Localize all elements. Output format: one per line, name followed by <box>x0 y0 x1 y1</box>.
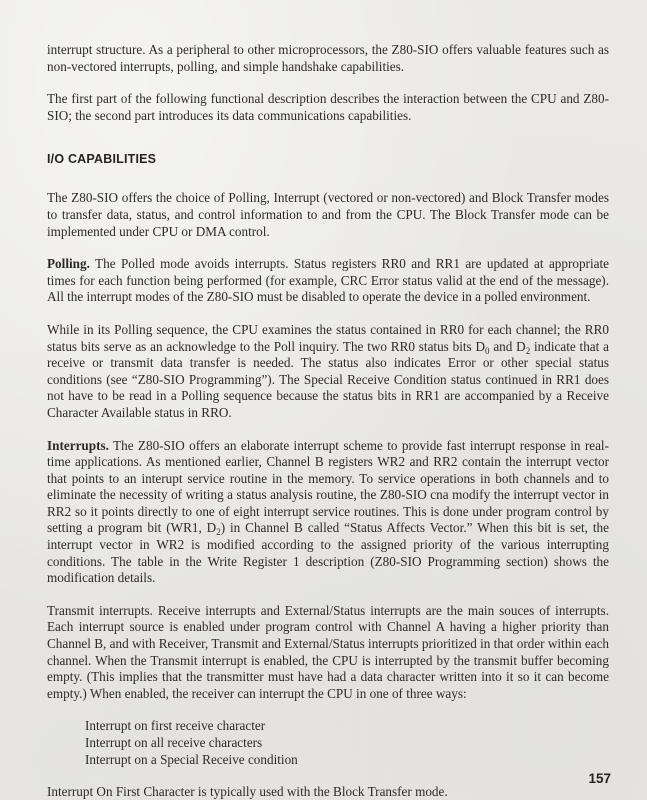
polling-sequence-part2: and D <box>489 338 526 354</box>
list-item-special-receive-condition: Interrupt on a Special Receive condition <box>85 751 298 767</box>
subscript-wr1-d2: 2 <box>216 527 221 538</box>
para-interrupts <box>47 438 609 587</box>
heading-io-capabilities: I/O CAPABILITIES <box>47 152 157 167</box>
para-polling-sequence <box>47 322 609 422</box>
para-polling <box>47 256 609 306</box>
subscript-d2: 2 <box>525 345 531 356</box>
polling-sequence-part3: indicate that a receive or transmit data transfer is needed. The status also indicates Error or other special status conditions (see “Z80-SIO Programming”). The Special Receive Condition status continued in RR1 does not have to be read in a Polling sequence because the status bits in RR1 are accompanied by a Receive Character Available status in RRO. <box>47 338 609 420</box>
polling-sequence-part1: While in its Polling sequence, the CPU examines the status contained in RR0 for each channel; the RR0 status bits serve as an acknowledge to the Poll inquiry. The two RR0 status bits D <box>47 321 609 354</box>
list-item-all-receive-characters: Interrupt on all receive characters <box>85 735 263 750</box>
para-io-modes: The Z80-SIO offers the choice of Polling, Interrupt (vectored or non-vectored) and Block Transfer modes to transfer data, status, and control information to and from the CPU. The Block Transfer mode can be implemented under CPU or DMA control. <box>47 190 609 239</box>
para-intro-continuation: interrupt structure. As a peripheral to other microprocessors, the Z80-SIO offers valuable features such as non-vectored interrupts, polling, and simple handshake capabilities. <box>47 42 609 74</box>
subscript-d0: 0 <box>485 345 490 356</box>
list-receive-interrupt-ways <box>47 718 609 768</box>
interrupts-part1: The Z80-SIO offers an elaborate interrupt scheme to provide fast interrupt response in real-time applications. As mentioned earlier, Channel B registers WR2 and RR2 contain the interrupt vector that points to an interupt service routine in the memory. To service operations in both channels and to eliminate the necessity of writing a status analysis routine, the Z80-SIO cna modify the interrupt vector in RR2 so it points directly to one of eight interrupt service routines. This is done under program control by setting a program bit (WR1, D <box>47 437 609 536</box>
polling-text: The Polled mode avoids interrupts. Status registers RR0 and RR1 are updated at appropriate times for each function being performed (for example, CRC Error status valid at the end of the message). All the interrupt modes of the Z80-SIO must be disabled to operate the device in a polled environment. <box>47 256 609 305</box>
para-functional-description: The first part of the following functional description describes the interaction between the CPU and Z80-SIO; the second part introduces its data communications capabilities. <box>47 91 609 123</box>
interrupts-part2: ) in Channel B called “Status Affects Vector.” When this bit is set, the interrupt vector in WR2 is modified according to the assigned priority of the various interrupting conditions. The table in the Write Register 1 description (Z80-SIO Programming section) shows the modification details. <box>47 520 609 586</box>
interrupts-lead-label: Interrupts. <box>47 437 109 453</box>
page-number: 157 <box>588 771 611 786</box>
text-content <box>47 42 609 800</box>
list-item-first-receive-character: Interrupt on first receive character <box>85 718 266 734</box>
polling-lead-label: Polling. <box>47 256 90 272</box>
para-closing: Interrupt On First Character is typically used with the Block Transfer mode. <box>47 784 448 800</box>
para-transmit-interrupts: Transmit interrupts. Receive interrupts and External/Status interrupts are the main souces of interrupts. Each interrupt source is enabled under program control with Channel A having a higher priority than Channel B, and with Receiver, Transmit and External/Status interrupts prioritized in that order within each channel. When the Transmit interrupt is enabled, the CPU is interrupted by the transmit buffer becoming empty. (This implies that the transmitter must have had a data character written into it so it can become empty.) When enabled, the receiver can interrupt the CPU in one of three ways: <box>47 602 610 701</box>
